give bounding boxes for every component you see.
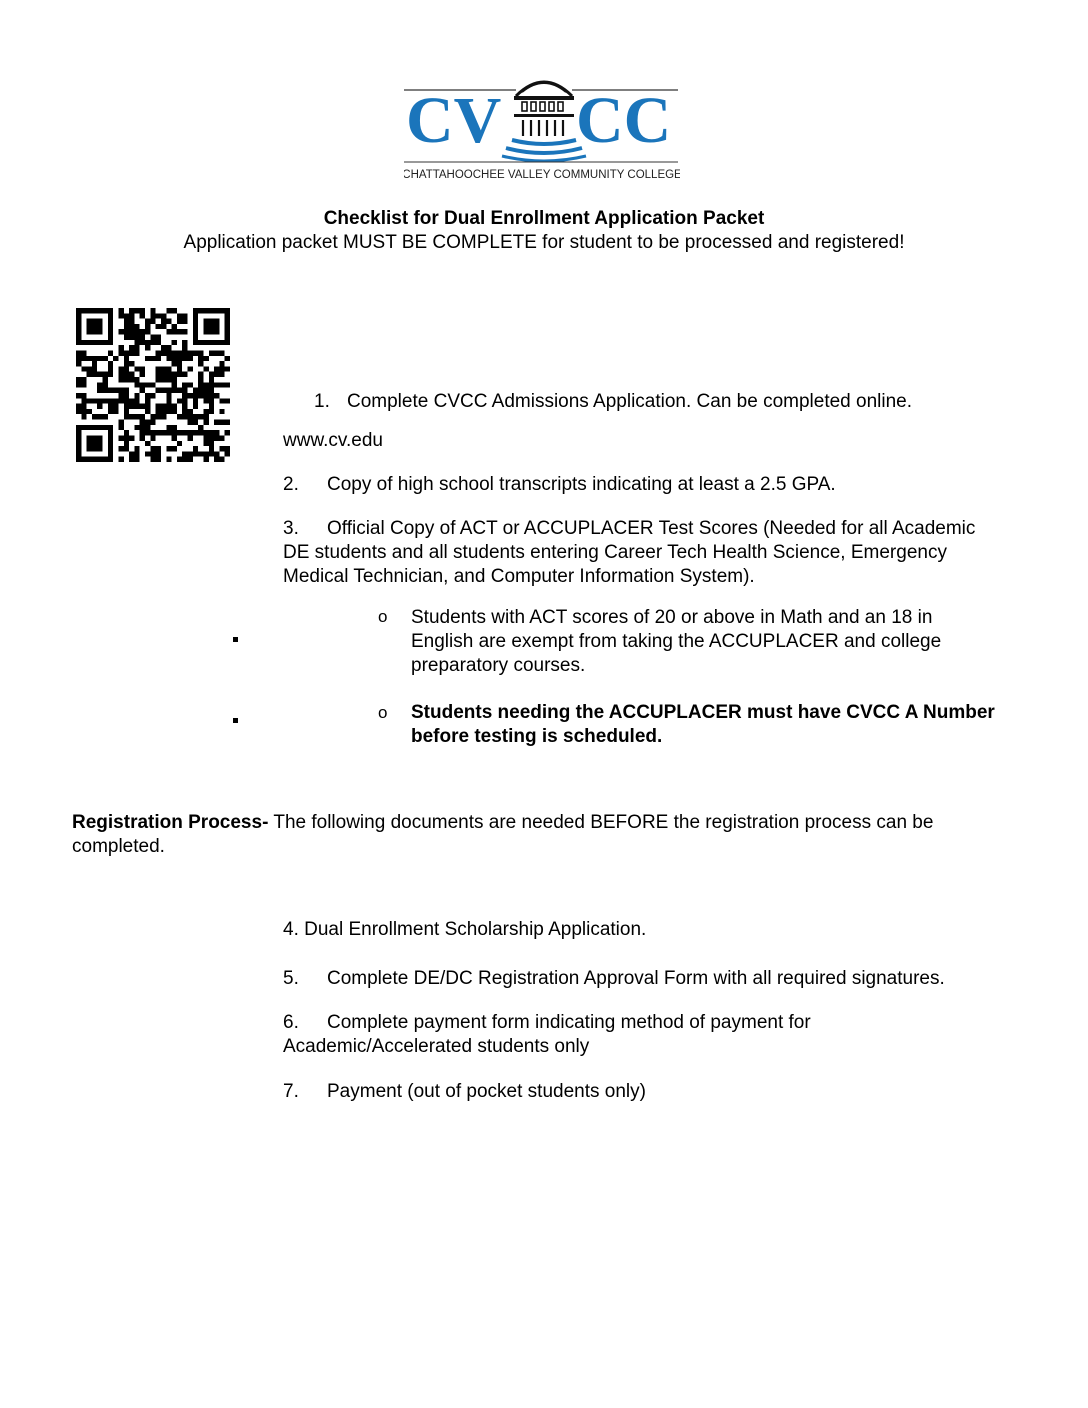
- checklist-item-4: 4. Dual Enrollment Scholarship Application.: [283, 919, 647, 940]
- logo-text-right: CC: [576, 84, 672, 157]
- checklist-item-5: [283, 967, 945, 991]
- qr-code: [76, 308, 230, 462]
- square-bullet-icon: [233, 718, 238, 723]
- item-text-line2: Academic/Accelerated students only: [283, 1036, 590, 1057]
- checklist-item-6: [283, 1011, 811, 1059]
- item-number: 2.: [283, 474, 299, 495]
- qr-code-graphic: [76, 308, 230, 462]
- item-number: 3.: [283, 518, 299, 539]
- item-text-line3: Medical Technician, and Computer Information System).: [283, 566, 755, 587]
- item-number: 5.: [283, 968, 299, 989]
- qr-modules: [76, 308, 230, 462]
- subitem-line2: English are exempt from taking the ACCUPLACER and college: [411, 631, 942, 652]
- checklist-item-7: [283, 1080, 646, 1104]
- item-text: Complete CVCC Admissions Application. Can be completed online.: [347, 391, 913, 412]
- subitem-line2: before testing is scheduled.: [411, 726, 663, 747]
- subitem-line1: Students needing the ACCUPLACER must have CVCC A Number: [411, 702, 995, 723]
- square-bullet-icon: [233, 637, 238, 642]
- registration-process: [72, 811, 933, 859]
- registration-text-line1: The following documents are needed BEFORE the registration process can be: [268, 812, 934, 833]
- subitem-line3: preparatory courses.: [411, 655, 586, 676]
- college-logo: [404, 70, 680, 182]
- item-text-line2: DE students and all students entering Career Tech Health Science, Emergency: [283, 542, 947, 563]
- logo-graphic: [404, 70, 680, 182]
- item-number: 7.: [283, 1081, 299, 1102]
- item-number: 1.: [314, 391, 330, 412]
- logo-text-left: CV: [406, 84, 502, 157]
- circle-bullet-icon: o: [378, 703, 388, 722]
- circle-bullet-icon: o: [378, 607, 388, 626]
- item-text-line1: Official Copy of ACT or ACCUPLACER Test Scores (Needed for all Academic: [327, 518, 976, 539]
- registration-label: Registration Process-: [72, 812, 269, 833]
- page-title: Checklist for Dual Enrollment Application Packet: [323, 208, 765, 229]
- checklist-item-3: [283, 517, 975, 589]
- registration-text-line2: completed.: [72, 836, 165, 857]
- logo-tagline: CHATTAHOOCHEE VALLEY COMMUNITY COLLEGE: [404, 169, 680, 181]
- item-text: Payment (out of pocket students only): [327, 1081, 646, 1102]
- checklist-item-1: [314, 390, 912, 414]
- checklist-item-2: [283, 473, 836, 497]
- page-subtitle: Application packet MUST BE COMPLETE for student to be processed and registered!: [183, 232, 905, 253]
- item-number: 6.: [283, 1012, 299, 1033]
- subitem-line1: Students with ACT scores of 20 or above in Math and an 18 in: [411, 607, 933, 628]
- subitem-accuplacer-note: [411, 701, 995, 749]
- subitem-act-exemption: [411, 606, 941, 678]
- admissions-url[interactable]: www.cv.edu: [283, 430, 383, 451]
- item-text-line1: Complete payment form indicating method of payment for: [327, 1012, 811, 1033]
- item-text: Complete DE/DC Registration Approval Form with all required signatures.: [327, 968, 945, 989]
- item-text: Copy of high school transcripts indicating at least a 2.5 GPA.: [327, 474, 836, 495]
